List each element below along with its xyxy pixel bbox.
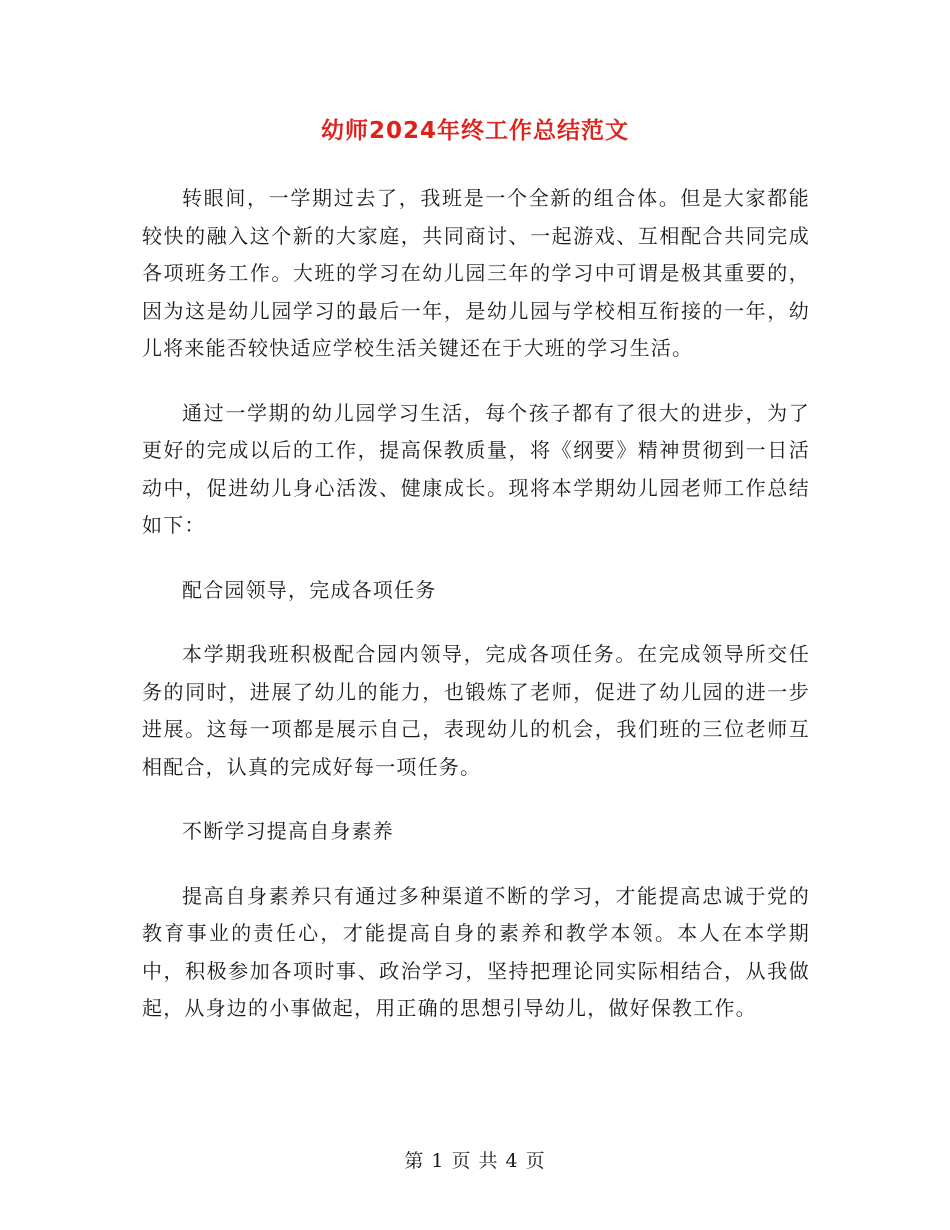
document-body [142,180,810,1055]
paragraph-cooperation: 本学期我班积极配合园内领导，完成各项任务。在完成领导所交任务的同时，进展了幼儿的能力，也锻炼了老师，促进了幼儿园的进一步进展。这每一项都是展示自己，表现幼儿的机会，我们班的三位老师互相配合，认真的完成好每一项任务。 [142,642,810,779]
page-number-footer: 第 1 页 共 4 页 [404,1150,546,1172]
section-heading-cooperation: 配合园领导，完成各项任务 [182,577,437,602]
document-title: 幼师2024年终工作总结范文 [320,118,629,144]
paragraph-learning: 提高自身素养只有通过多种渠道不断的学习，才能提高忠诚于党的教育事业的责任心，才能提高自身的素养和教学本领。本人在本学期中，积极参加各项时事、政治学习，坚持把理论同实际相结合，从我做起，从身边的小事做起，用正确的思想引导幼儿，做好保教工作。 [142,883,810,1020]
paragraph-intro: 转眼间，一学期过去了，我班是一个全新的组合体。但是大家都能较快的融入这个新的大家庭，共同商讨、一起游戏、互相配合共同完成各项班务工作。大班的学习在幼儿园三年的学习中可谓是极其重要的，因为这是幼儿园学习的最后一年，是幼儿园与学校相互衔接的一年，幼儿将来能否较快适应学校生活关键还在于大班的学习生活。 [142,186,810,360]
paragraph-progress: 通过一学期的幼儿园学习生活，每个孩子都有了很大的进步，为了更好的完成以后的工作，提高保教质量，将《纲要》精神贯彻到一日活动中，促进幼儿身心活泼、健康成长。现将本学期幼儿园老师工作总结如下： [142,400,810,537]
section-heading-learning: 不断学习提高自身素养 [182,819,394,843]
